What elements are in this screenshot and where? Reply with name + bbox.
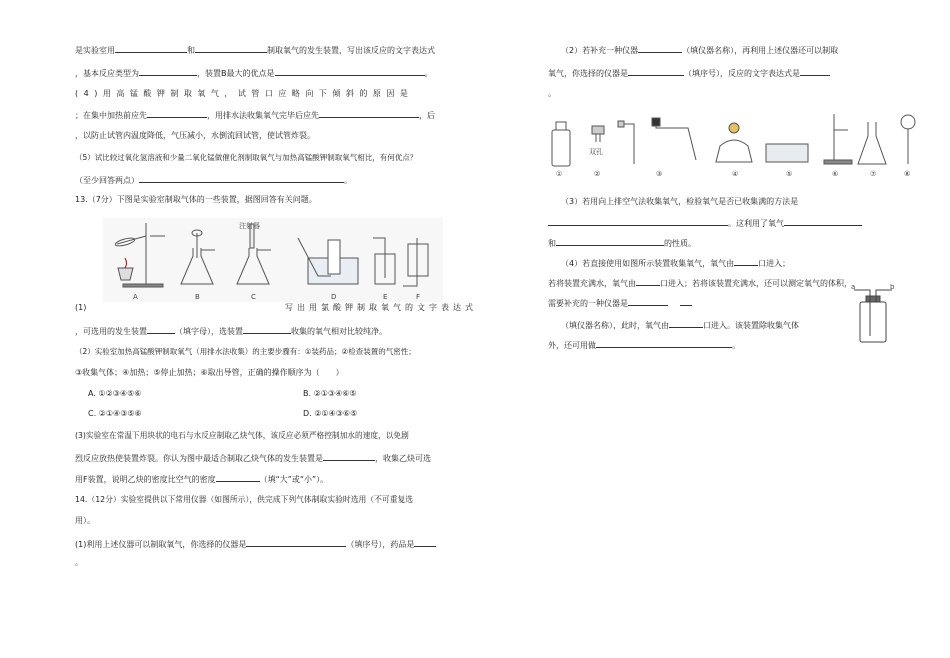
blank[interactable] [800, 66, 830, 76]
question-14b: 用）。 [75, 516, 95, 525]
fig14-label-6: ⑥ [832, 170, 839, 178]
blank[interactable] [147, 108, 207, 118]
left-line-10: （2）实验室加热高锰酸钾制取氧气（用排水法收集）的主要步骤有：①装药品；②检查装置的气密性； [75, 347, 416, 356]
fig14-label-1: ① [556, 170, 563, 178]
blank[interactable] [680, 296, 692, 306]
fig13-label-d: D [331, 293, 337, 301]
right-column [548, 0, 911, 658]
blank[interactable] [596, 338, 732, 348]
left-column [75, 0, 480, 658]
right-line-3: 。 [548, 89, 556, 98]
left-line-2: ，基本反应类型为 ，装置B最大的优点是 。 [75, 66, 433, 79]
right-line-1: （2）若补充一种仪器 （填仪器名称），再利用上述仪器还可以制取 [561, 43, 838, 56]
fig14-text: 双孔 [589, 148, 603, 156]
left-line-1: 是实验室用 和 制取氧气的发生装置，写出该反应的文字表达式 [75, 43, 435, 56]
instrument-9 [901, 115, 915, 164]
question-13: 13.（7分）下图是实验室制取气体的一些装置，据图回答有关问题。 [75, 195, 317, 204]
fig14-label-7: ⑦ [870, 170, 877, 178]
fig14-label-4: ④ [732, 170, 739, 178]
right-line-9: 需要补充的一种仪器是 [548, 296, 692, 309]
blank[interactable] [628, 296, 668, 306]
right-line-8: 若将装置充满水，氧气由 口进入；若将该装置充满水，还可以测定氧气的体积， [548, 276, 852, 289]
right-line-4: （3）若用向上排空气法收集氧气，检验氧气是否已收集满的方法是 [561, 197, 799, 206]
bottle-label-b: b [890, 284, 895, 291]
left-line-9: ，可选用的发生装置 （填字母），选装置 收集的氧气相对比较纯净。 [75, 324, 387, 337]
fig14-label-3: ③ [656, 170, 663, 178]
blank[interactable] [275, 66, 425, 76]
right-line-5: 。这利用了氧气 [548, 216, 862, 229]
option-d[interactable]: D. ②①④③⑥⑤ [303, 409, 358, 418]
left-line-7: （至少回答两点） 。 [75, 173, 352, 186]
blank[interactable] [216, 472, 260, 482]
blank[interactable] [556, 236, 664, 246]
fig14-label-8: ⑧ [904, 170, 911, 178]
instrument-2 [592, 126, 604, 142]
left-line-8a: (1) [75, 303, 87, 312]
blank[interactable] [669, 318, 703, 328]
blank[interactable] [115, 43, 187, 53]
instrument-6 [766, 144, 808, 162]
blank[interactable] [784, 216, 862, 226]
blank[interactable] [139, 173, 344, 183]
left-line-14: 用F装置，说明乙炔的密度比空气的密度 （填“大”或“小”）。 [75, 472, 328, 485]
instrument-3 [618, 121, 634, 164]
bottle-label-a: a [851, 284, 856, 291]
instrument-7 [824, 114, 852, 164]
fig13-label-e: E [383, 293, 388, 301]
blank[interactable] [147, 324, 175, 334]
fig13-label-f: F [416, 293, 421, 301]
option-c[interactable]: C. ②①④③⑤⑥ [88, 409, 142, 418]
fig14-label-2: ② [594, 170, 601, 178]
question-14: 14.（12分）实验室提供以下常用仪器（如图所示），供完成下列气体制取实验时选用（不可重复选 [75, 495, 414, 504]
left-line-8b: 写出用氯酸钾制取氧气的文字表达式 [285, 303, 477, 312]
instrument-4 [652, 118, 696, 160]
blank[interactable] [638, 43, 682, 53]
fig14-label-5: ⑤ [786, 170, 793, 178]
option-a[interactable]: A. ①②③④⑤⑥ [88, 389, 142, 398]
left-line-15: (1)利用上述仪器可以制取氧气，你选择的仪器是 （填序号），药品是 [75, 537, 436, 550]
blank[interactable] [628, 66, 684, 76]
apparatus-figure-14 [548, 108, 918, 180]
blank[interactable] [319, 108, 419, 118]
fig13-label-c: C [251, 293, 256, 301]
left-line-5: ，以防止试管内温度降低，气压减小，水倒流回试管，使试管炸裂。 [75, 131, 315, 140]
blank[interactable] [246, 537, 346, 547]
apparatus-figure-13 [103, 218, 443, 302]
fig13-label-a: A [133, 293, 138, 301]
blank[interactable] [548, 216, 728, 226]
blank[interactable] [323, 451, 375, 461]
left-line-11: ③收集气体；④加热；⑤停止加热；⑥取出导管，正确的操作顺序为（ ） [75, 368, 344, 377]
blank[interactable] [734, 256, 758, 266]
left-line-6: （5）试比较过氧化氢溶液和少量二氧化锰做催化剂制取氧气与加热高锰酸钾制取氧气相比，有何优点？ [75, 153, 418, 162]
blank[interactable] [195, 43, 267, 53]
instrument-8 [858, 122, 886, 164]
left-line-12: (3)实验室在常温下用块状的电石与水反应制取乙炔气体，该反应必须严格控制加水的速度，以免剧 [75, 431, 409, 440]
syringe-label: 注射器 [239, 222, 260, 230]
blank[interactable] [636, 276, 660, 286]
blank[interactable] [243, 324, 291, 334]
right-line-7: （4）若直接使用如图所示装置收集氧气，氧气由 口进入； [561, 256, 790, 269]
blank[interactable] [414, 537, 436, 547]
left-line-4: ；在集中加热前应先 ，用排水法收集氧气完毕后应先 ，后 [75, 108, 435, 121]
right-line-11: 外，还可用做 。 [548, 338, 740, 351]
left-line-13: 烈反应放热使装置炸裂。你认为图中最适合制取乙炔气体的发生装置是 ，收集乙炔可选 [75, 451, 431, 464]
right-line-6: 和 的性质。 [548, 236, 696, 249]
gas-collection-bottle [850, 284, 896, 346]
right-line-10: （填仪器名称），此时，氧气由 口进入。该装置除收集气体 [561, 318, 799, 331]
left-line-3: (4)用高锰酸钾制取氧气，试管口应略向下倾斜的原因是 [75, 89, 414, 98]
left-line-16: 。 [75, 558, 83, 567]
right-line-2: 氧气，你选择的仪器是 （填序号），反应的文字表达式是 [548, 66, 830, 79]
blank[interactable] [139, 66, 197, 76]
instrument-5 [716, 123, 752, 162]
instrument-1 [552, 122, 570, 166]
fig13-label-b: B [195, 293, 200, 301]
option-b[interactable]: B. ②①③④⑥⑤ [303, 389, 357, 398]
